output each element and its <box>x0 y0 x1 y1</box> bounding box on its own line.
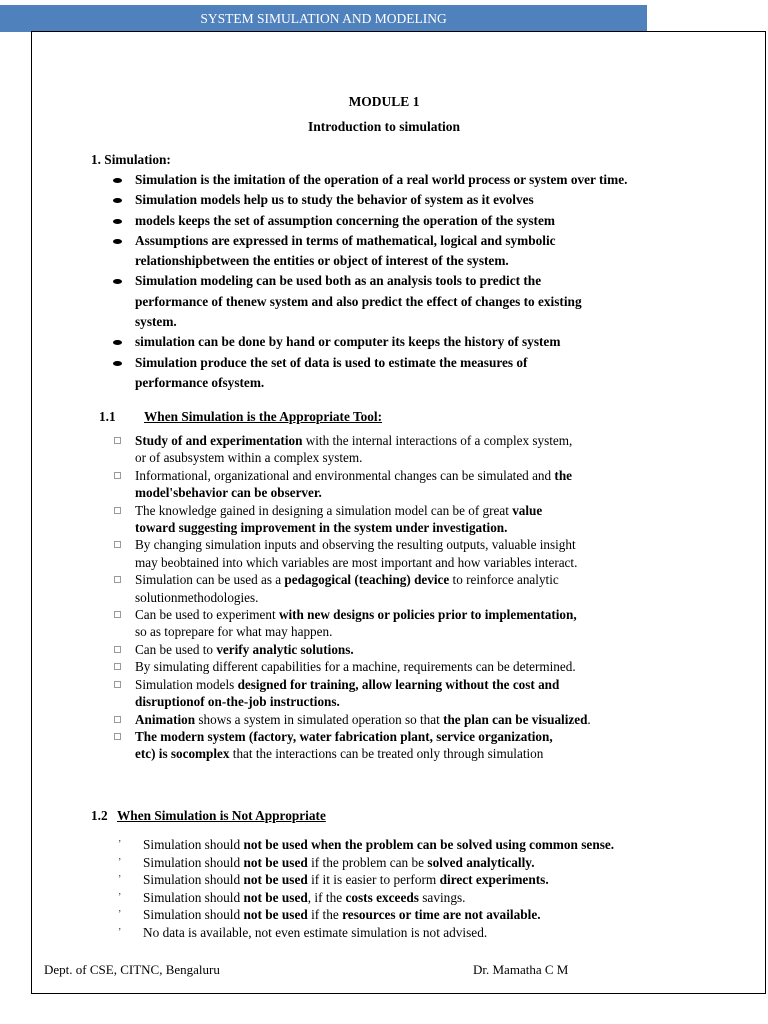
text-run: if it is easier to perform <box>307 872 440 888</box>
not-appropriate-item <box>118 871 718 889</box>
text-run: solved analytically. <box>427 854 535 870</box>
checkbox-glyph-icon <box>114 437 121 444</box>
bullet-item <box>113 353 713 394</box>
bullet-line: performance of thenew system and also predict the effect of changes to existing <box>135 293 582 309</box>
bullet-dot-icon <box>113 219 122 224</box>
footer-left: Dept. of CSE, CITNC, Bengaluru <box>44 962 220 977</box>
text-run: shows a system in simulated operation so that <box>195 711 444 727</box>
tool-item-line <box>135 693 654 710</box>
bullet-dot-icon <box>113 198 122 203</box>
bullet-dot-icon <box>113 279 122 284</box>
text-run: Simulation should <box>143 907 244 923</box>
tick-mark-icon: ʼ <box>118 891 122 903</box>
text-run: verify analytic solutions. <box>216 641 354 657</box>
text-run: Simulation models <box>135 676 238 692</box>
tool-item-line <box>135 676 654 693</box>
text-run: savings. <box>418 889 466 905</box>
section11-number: 1.1 <box>99 409 116 424</box>
text-run: The knowledge gained in designing a simulation model can be of great <box>135 502 513 518</box>
text-run: the plan can be visualized <box>443 711 588 727</box>
tick-mark-icon: ʼ <box>118 874 122 886</box>
checkbox-glyph-icon <box>114 611 121 618</box>
bullet-line: Simulation models help us to study the behavior of system as it evolves <box>135 192 534 208</box>
checkbox-glyph-icon <box>114 663 121 670</box>
tool-item-line <box>135 658 654 675</box>
text-run: resources or time are not available. <box>342 907 541 923</box>
tick-mark-icon: ʼ <box>118 856 122 868</box>
bullet-line: system. <box>135 314 177 330</box>
checkbox-glyph-icon <box>114 541 121 548</box>
tool-item-line <box>135 606 654 623</box>
not-appropriate-item <box>118 854 718 872</box>
text-run: the <box>554 467 573 483</box>
checkbox-glyph-icon <box>114 507 121 514</box>
bullet-dot-icon <box>113 340 122 345</box>
text-run: direct experiments. <box>439 872 549 888</box>
bullet-item <box>113 190 713 210</box>
tool-item-line <box>135 536 654 553</box>
checkbox-glyph-icon <box>114 733 121 740</box>
section11-heading: When Simulation is the Appropriate Tool: <box>144 409 383 424</box>
not-appropriate-item <box>118 889 718 907</box>
text-run: , if the <box>307 889 346 905</box>
text-run: model'sbehavior can be observer. <box>135 485 322 501</box>
tick-mark-icon: ʼ <box>118 909 122 921</box>
text-run: so as toprepare for what may happen. <box>135 624 333 640</box>
checkbox-glyph-icon <box>114 716 121 723</box>
text-run: not be used <box>243 872 308 888</box>
bullet-line: Assumptions are expressed in terms of mathematical, logical and symbolic <box>135 232 556 248</box>
text-run: if the <box>307 907 343 923</box>
text-run: solutionmethodologies. <box>135 589 259 605</box>
tool-item <box>114 658 654 675</box>
not-appropriate-item <box>118 836 718 854</box>
checkbox-glyph-icon <box>114 472 121 479</box>
text-run: Simulation should <box>143 889 244 905</box>
module-subtitle: Introduction to simulation <box>307 119 461 134</box>
bullet-item <box>113 211 713 231</box>
not-appropriate-item <box>118 906 718 924</box>
tool-item-line <box>135 519 654 536</box>
section12-item-list <box>118 836 718 942</box>
tool-item-line <box>135 449 654 466</box>
tick-mark-icon: ʼ <box>118 926 122 938</box>
text-run: not be used <box>243 907 308 923</box>
tool-item-line <box>135 467 654 484</box>
bullet-line: performance ofsystem. <box>135 374 265 390</box>
text-run: that the interactions can be treated only through simulation <box>229 746 544 762</box>
tool-item-line <box>135 745 654 762</box>
text-run: Simulation should <box>143 837 244 852</box>
text-run: costs exceeds <box>345 889 419 905</box>
text-run: disruptionof on-the-job instructions. <box>135 694 340 710</box>
tool-item <box>114 711 654 728</box>
tool-item <box>114 728 654 763</box>
header-bar <box>0 5 647 32</box>
bullet-item <box>113 332 713 352</box>
tool-item-line <box>135 641 654 658</box>
tool-item-line <box>135 432 654 449</box>
text-run: may beobtained into which variables are most important and how variables interact. <box>135 554 578 570</box>
tool-item <box>114 641 654 658</box>
text-run: etc) is socomplex <box>135 746 230 762</box>
tool-item <box>114 536 654 571</box>
bullet-line: relationshipbetween the entities or object of interest of the system. <box>135 253 509 269</box>
text-run: Simulation can be used as a <box>135 572 285 588</box>
text-run: Informational, organizational and environmental changes can be simulated and <box>135 467 555 483</box>
bullet-item <box>113 231 713 272</box>
tool-item <box>114 432 654 467</box>
text-run: Can be used to <box>135 641 217 657</box>
bullet-line: simulation can be done by hand or computer its keeps the history of system <box>135 334 561 350</box>
tool-item-line <box>135 484 654 501</box>
tool-item <box>114 571 654 606</box>
not-appropriate-item <box>118 924 718 942</box>
bullet-line: Simulation modeling can be used both as an analysis tools to predict the <box>135 273 542 289</box>
bullet-item <box>113 170 713 190</box>
tool-item-line <box>135 589 654 606</box>
text-run: if the problem can be <box>307 854 428 870</box>
text-run: No data is available, not even estimate simulation is not advised. <box>143 924 488 940</box>
bullet-dot-icon <box>113 361 122 366</box>
tool-item <box>114 676 654 711</box>
bullet-item <box>113 271 713 332</box>
module-title: MODULE 1 <box>348 94 420 109</box>
tool-item-line <box>135 571 654 588</box>
text-run: toward suggesting improvement in the system under investigation. <box>135 520 508 536</box>
tool-item <box>114 606 654 641</box>
text-run: not be used <box>243 854 308 870</box>
header-title: SYSTEM SIMULATION AND MODELING <box>200 10 447 26</box>
text-run: . <box>587 711 591 727</box>
tool-item-line <box>135 554 654 571</box>
text-run: with the internal interactions of a complex system, <box>302 433 573 448</box>
text-run: pedagogical (teaching) device <box>284 572 450 588</box>
bullet-line: Simulation produce the set of data is used to estimate the measures of <box>135 354 528 370</box>
checkbox-glyph-icon <box>114 681 121 688</box>
text-run: to reinforce analytic <box>449 572 559 588</box>
section1-heading: 1. Simulation: <box>91 152 171 167</box>
text-run: not be used <box>243 889 308 905</box>
footer-right: Dr. Mamatha C M <box>473 962 569 977</box>
tool-item <box>114 502 654 537</box>
section12-number: 1.2 <box>91 808 108 823</box>
tool-item-line <box>135 711 654 728</box>
text-run: By simulating different capabilities for a machine, requirements can be determined. <box>135 659 576 675</box>
tool-item <box>114 467 654 502</box>
text-run: Simulation should <box>143 854 244 870</box>
text-run: not be used when the problem can be solved using common sense. <box>243 837 615 852</box>
text-run: Can be used to experiment <box>135 607 279 623</box>
section11-item-list <box>114 432 654 763</box>
text-run: with new designs or policies prior to implementation, <box>278 607 577 623</box>
text-run: or of asubsystem within a complex system. <box>135 450 363 466</box>
checkbox-glyph-icon <box>114 646 121 653</box>
tool-item-line <box>135 502 654 519</box>
checkbox-glyph-icon <box>114 576 121 583</box>
text-run: Study of and experimentation <box>135 433 303 448</box>
tick-mark-icon: ʼ <box>118 839 122 850</box>
text-run: value <box>512 502 543 518</box>
bullet-line: Simulation is the imitation of the operation of a real world process or system over time. <box>135 172 628 187</box>
text-run: The modern system (factory, water fabrication plant, service organization, <box>135 728 553 744</box>
text-run: designed for training, allow learning without the cost and <box>237 676 560 692</box>
section12-heading: When Simulation is Not Appropriate <box>117 808 326 823</box>
bullet-line: models keeps the set of assumption concerning the operation of the system <box>135 212 555 228</box>
bullet-dot-icon <box>113 239 122 244</box>
tool-item-line <box>135 623 654 640</box>
text-run: By changing simulation inputs and observing the resulting outputs, valuable insight <box>135 537 576 553</box>
section1-bullet-list <box>113 170 713 393</box>
tool-item-line <box>135 728 654 745</box>
text-run: Animation <box>135 711 196 727</box>
bullet-dot-icon <box>113 178 122 183</box>
text-run: Simulation should <box>143 872 244 888</box>
